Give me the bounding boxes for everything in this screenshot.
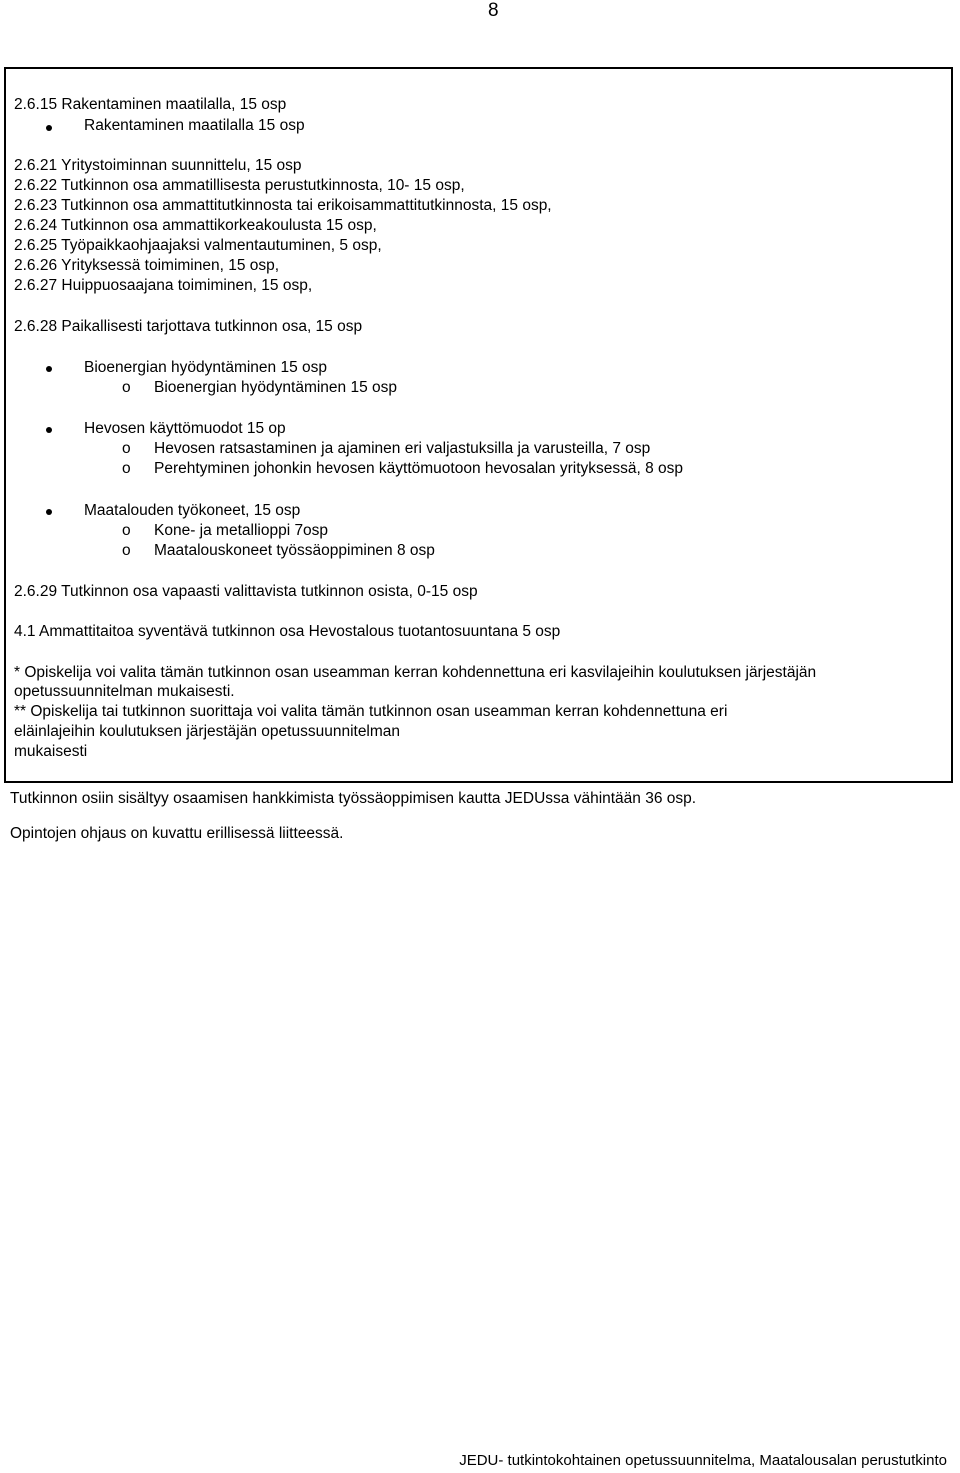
text-line: 2.6.24 Tutkinnon osa ammattikorkeakoulusta 15 osp, [14,217,377,234]
bullet-item: Rakentaminen maatilalla 15 osp [84,117,305,134]
circle-bullet-icon: o [122,522,131,539]
sub-bullet-item: Hevosen ratsastaminen ja ajaminen eri valjastuksilla ja varusteilla, 7 osp [154,440,651,457]
bullet-icon [46,366,52,372]
page-footer: JEDU- tutkintokohtainen opetussuunnitelma, Maatalousalan perustutkinto [459,1452,947,1469]
text-line: Tutkinnon osiin sisältyy osaamisen hankkimista työssäoppimisen kautta JEDUssa vähintään 36 osp. [10,790,697,807]
footnote-line: ** Opiskelija tai tutkinnon suorittaja voi valita tämän tutkinnon osan useamman kerran kohdennettuna eri [14,703,728,720]
bullet-icon [46,427,52,433]
footnote-line: eläinlajeihin koulutuksen järjestäjän opetussuunnitelman [14,723,401,740]
footnote-line: * Opiskelija voi valita tämän tutkinnon osan useamman kerran kohdennettuna eri kasvilajeihin koulutuksen järjestäjän [14,664,817,681]
text-line: 2.6.26 Yrityksessä toimiminen, 15 osp, [14,257,280,274]
circle-bullet-icon: o [122,440,131,457]
content-box [4,67,953,783]
bullet-icon [46,509,52,515]
text-line: 2.6.21 Yritystoiminnan suunnittelu, 15 osp [14,157,302,174]
bullet-item: Hevosen käyttömuodot 15 op [84,420,286,437]
sub-bullet-item: Maatalouskoneet työssäoppiminen 8 osp [154,542,435,559]
footnote-line: opetussuunnitelman mukaisesti. [14,683,235,700]
circle-bullet-icon: o [122,542,131,559]
page-number: 8 [488,0,499,21]
circle-bullet-icon: o [122,379,131,396]
sub-bullet-item: Bioenergian hyödyntäminen 15 osp [154,379,398,396]
bullet-item: Bioenergian hyödyntäminen 15 osp [84,359,328,376]
text-line: Opintojen ohjaus on kuvattu erillisessä liitteessä. [10,825,344,842]
sub-bullet-item: Perehtyminen johonkin hevosen käyttömuotoon hevosalan yrityksessä, 8 osp [154,460,684,477]
circle-bullet-icon: o [122,460,131,477]
text-line: 4.1 Ammattitaitoa syventävä tutkinnon osa Hevostalous tuotantosuuntana 5 osp [14,623,561,640]
text-line: 2.6.23 Tutkinnon osa ammattitutkinnosta tai erikoisammattitutkinnosta, 15 osp, [14,197,552,214]
footnote-line: mukaisesti [14,743,88,760]
text-line: 2.6.22 Tutkinnon osa ammatillisesta perustutkinnosta, 10- 15 osp, [14,177,465,194]
text-line: 2.6.28 Paikallisesti tarjottava tutkinnon osa, 15 osp [14,318,363,335]
sub-bullet-item: Kone- ja metallioppi 7osp [154,522,329,539]
text-line: 2.6.27 Huippuosaajana toimiminen, 15 osp, [14,277,313,294]
bullet-icon [46,125,52,131]
text-line: 2.6.29 Tutkinnon osa vapaasti valittavista tutkinnon osista, 0-15 osp [14,583,478,600]
bullet-item: Maatalouden työkoneet, 15 osp [84,502,301,519]
text-line: 2.6.15 Rakentaminen maatilalla, 15 osp [14,96,287,113]
text-line: 2.6.25 Työpaikkaohjaajaksi valmentautuminen, 5 osp, [14,237,382,254]
